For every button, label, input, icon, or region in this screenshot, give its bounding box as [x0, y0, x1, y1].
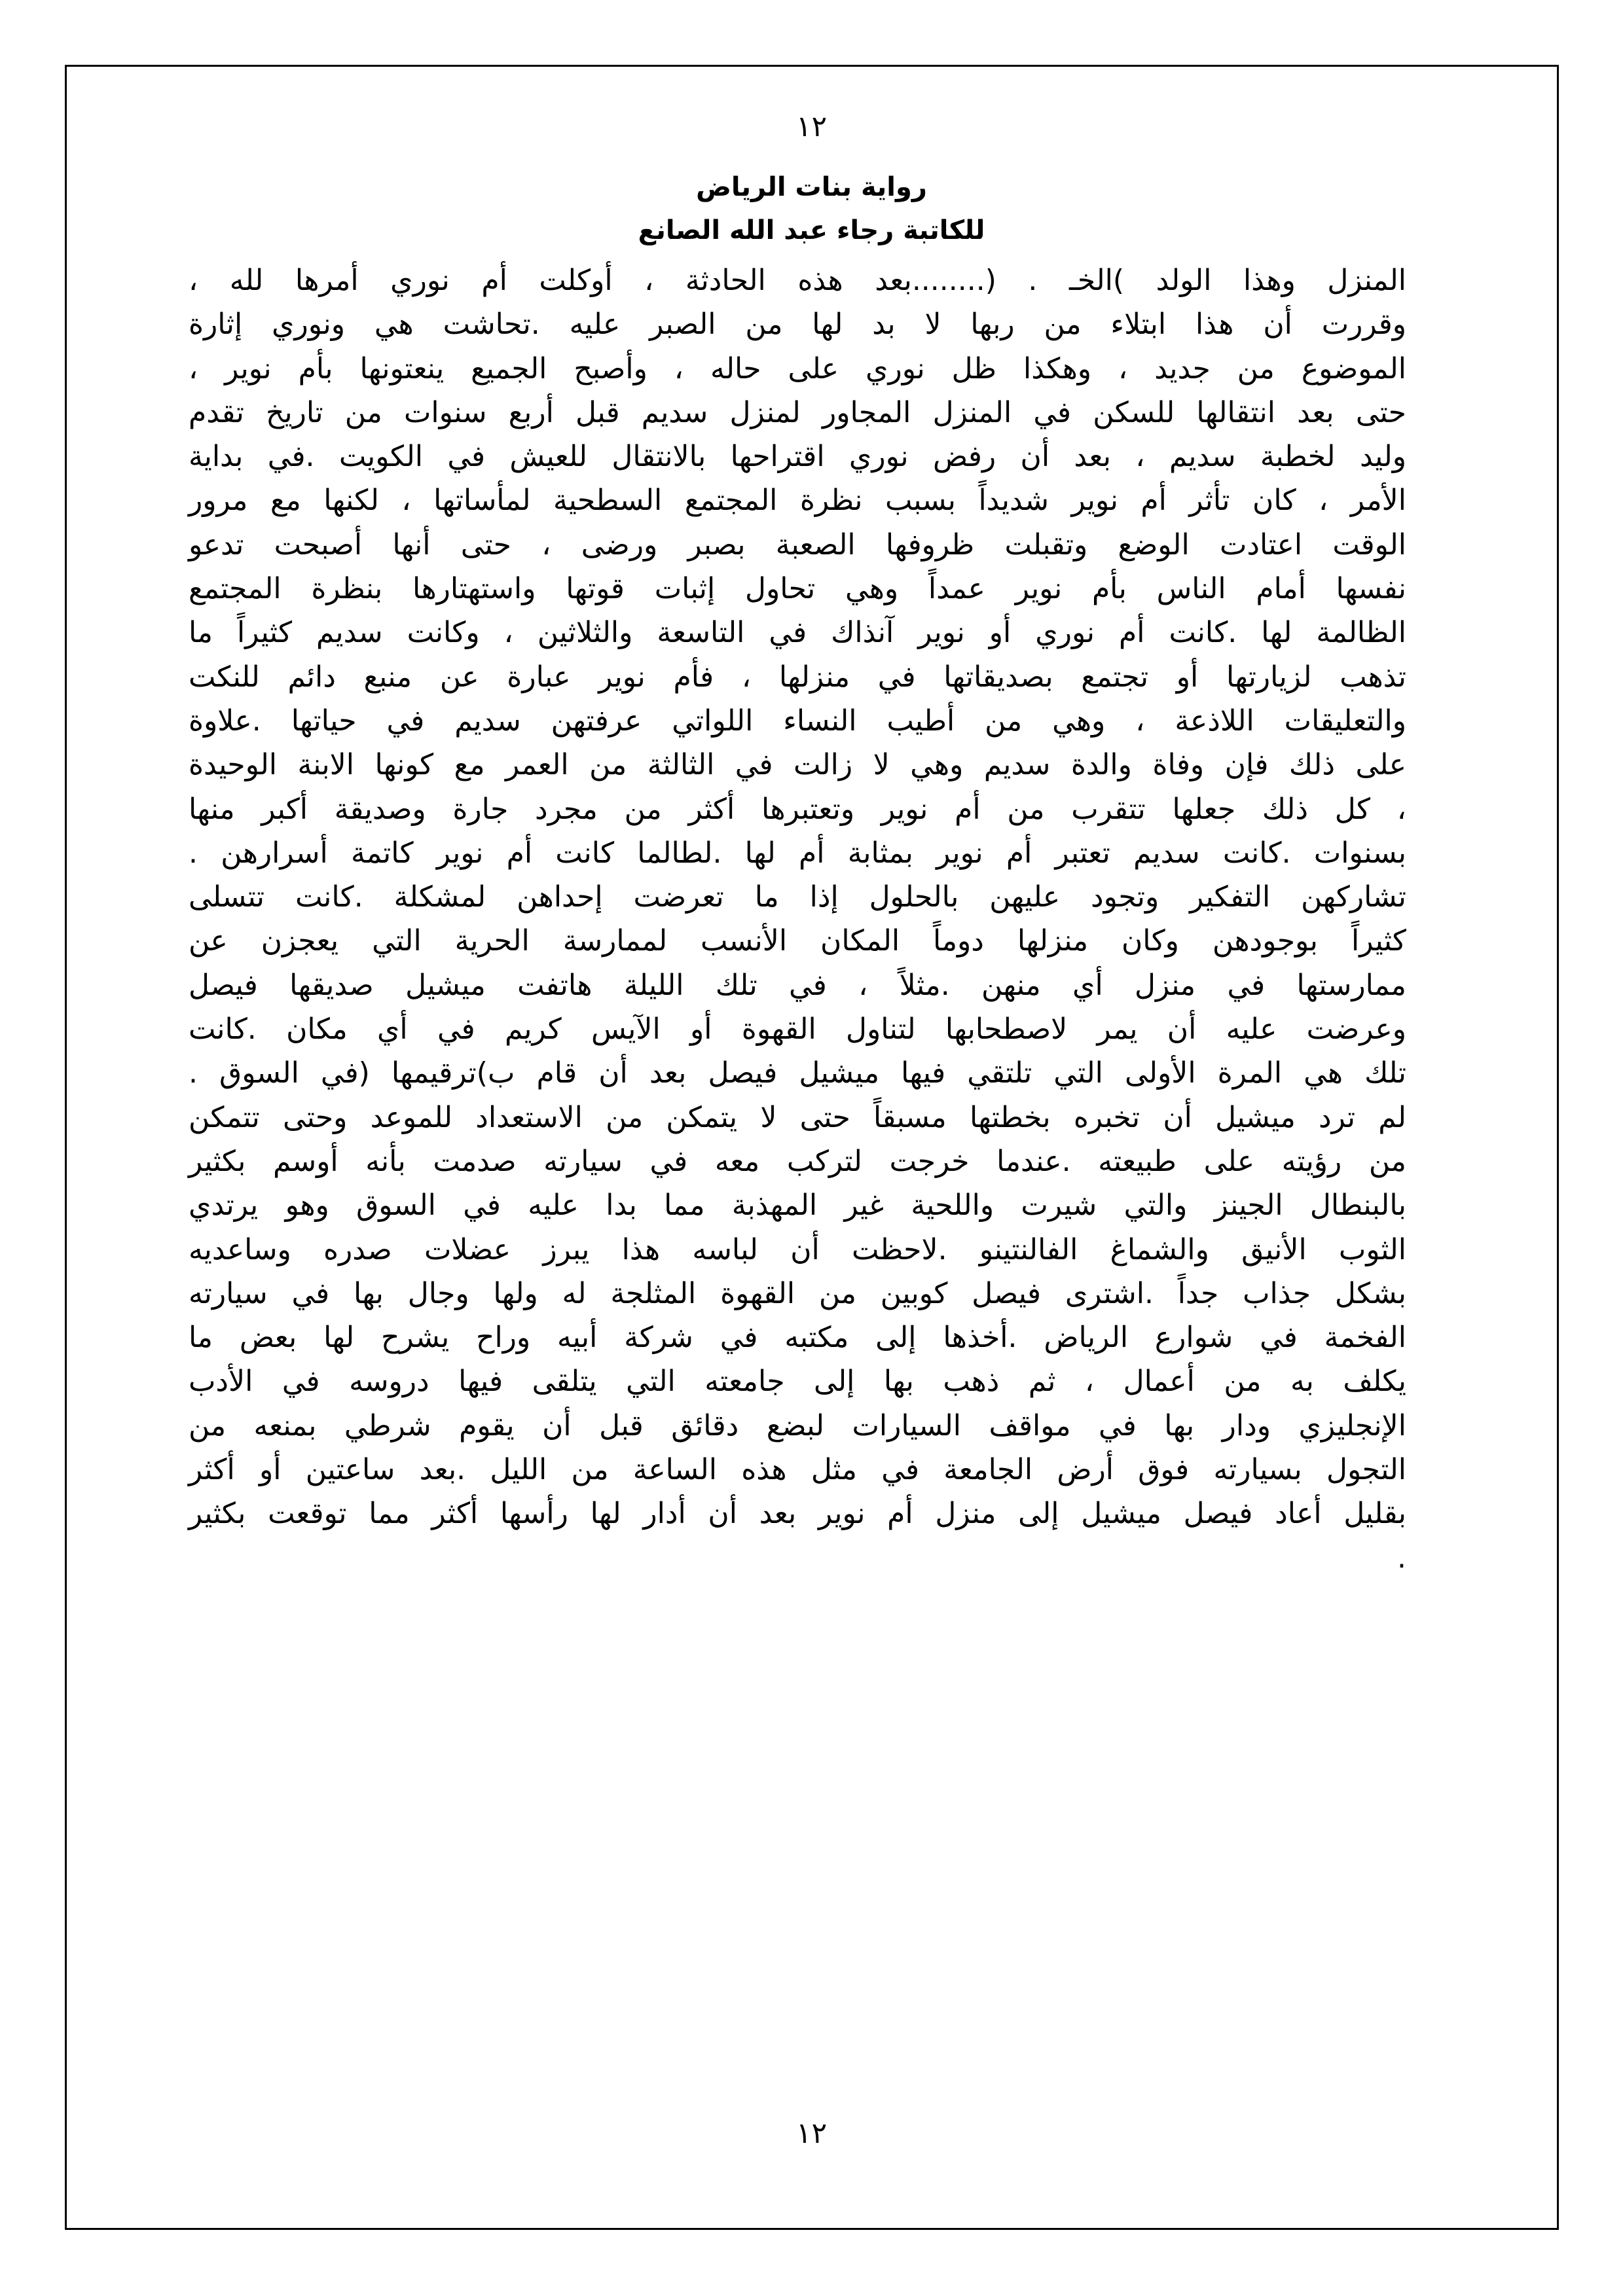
text-line: كثيراً بوجودهن وكان منزلها دوماً المكان الأنسب لممارسة الحرية التي يعجزن عن: [189, 924, 1406, 958]
text-line: من رؤيته على طبيعته .عندما خرجت لتركب معه في سيارته صدمت بأنه أوسم بكثير: [189, 1144, 1406, 1178]
text-line: تلك هي المرة الأولى التي تلتقي فيها ميشيل فيصل بعد أن قام ب)ترقيمها (في السوق .: [189, 1056, 1406, 1090]
text-line: الوقت اعتادت الوضع وتقبلت ظروفها الصعبة بصبر ورضى ، حتى أنها أصبحت تدعو: [189, 528, 1406, 562]
text-line: الموضوع من جديد ، وهكذا ظل نوري على حاله ، وأصبح الجميع ينعتونها بأم نوير ،: [189, 351, 1406, 386]
book-title: رواية بنات الرياض: [696, 172, 927, 202]
text-line: حتى بعد انتقالها للسكن في المنزل المجاور لمنزل سديم قبل أربع سنوات من تاريخ تقدم: [189, 395, 1406, 429]
text-line: التجول بسيارته فوق أرض الجامعة في مثل هذه الساعة من الليل .بعد ساعتين أو أكثر: [189, 1453, 1406, 1487]
text-line: .: [1397, 1541, 1406, 1575]
text-line: ممارستها في منزل أي منهن .مثلاً ، في تلك الليلة هاتفت ميشيل صديقها فيصل: [189, 968, 1406, 1002]
text-line: بشكل جذاب جداً .اشترى فيصل كوبين من القهوة المثلجة له ولها وجال بها في سيارته: [189, 1276, 1406, 1310]
text-line: بقليل أعاد فيصل ميشيل إلى منزل أم نوير بعد أن أدار لها رأسها أكثر مما توقعت بكثير: [189, 1497, 1406, 1531]
text-line: الفخمة في شوارع الرياض .أخذها إلى مكتبه في شركة أبيه وراح يشرح لها بعض ما: [189, 1321, 1406, 1355]
text-line: والتعليقات اللاذعة ، وهي من أطيب النساء اللواتي عرفتهن سديم في حياتها .علاوة: [189, 704, 1406, 738]
text-line: وقررت أن هذا ابتلاء من ربها لا بد لها من الصبر عليه .تحاشت هي ونوري إثارة: [189, 308, 1406, 342]
text-line: ، كل ذلك جعلها تتقرب من أم نوير وتعتبرها أكثر من مجرد جارة وصديقة أكبر منها: [189, 792, 1406, 826]
text-line: المنزل وهذا الولد )الخـ . (........بعد هذه الحادثة ، أوكلت أم نوري أمرها لله ،: [189, 264, 1406, 297]
text-line: تشاركهن التفكير وتجود عليهن بالحلول إذا ما تعرضت إحداهن لمشكلة .كانت تتسلى: [189, 880, 1406, 914]
text-line: على ذلك فإن وفاة والدة سديم وهي لا زالت في الثالثة من العمر مع كونها الابنة الوحيدة: [189, 748, 1406, 782]
text-line: تذهب لزيارتها أو تجتمع بصديقاتها في منزلها ، فأم نوير عبارة عن منبع دائم للنكت: [189, 660, 1406, 694]
text-line: لم ترد ميشيل أن تخبره بخطتها مسبقاً حتى لا يتمكن من الاستعداد للموعد وحتى تتمكن: [189, 1100, 1406, 1134]
text-line: الثوب الأنيق والشماغ الفالنتينو .لاحظت أن لباسه هذا يبرز عضلات صدره وساعديه: [189, 1232, 1406, 1266]
header-page-number: ١٢: [795, 110, 828, 143]
text-line: يكلف به من أعمال ، ثم ذهب بها إلى جامعته التي يتلقى فيها دروسه في الأدب: [189, 1365, 1406, 1399]
text-line: وعرضت عليه أن يمر لاصطحابها لتناول القهوة أو الآيس كريم في أي مكان .كانت: [189, 1013, 1406, 1047]
text-line: الإنجليزي ودار بها في مواقف السيارات لبضع دقائق قبل أن يقوم شرطي بمنعه من: [189, 1408, 1406, 1443]
text-line: الظالمة لها .كانت أم نوري أو نوير آنذاك في التاسعة والثلاثين ، وكانت سديم كثيراً ما: [189, 616, 1406, 650]
text-line: وليد لخطبة سديم ، بعد أن رفض نوري اقتراحها بالانتقال للعيش في الكويت .في بداية: [189, 440, 1406, 474]
text-line: بسنوات .كانت سديم تعتبر أم نوير بمثابة أم لها .لطالما كانت أم نوير كاتمة أسرارهن .: [189, 836, 1406, 870]
text-line: بالبنطال الجينز والتي شيرت واللحية غير المهذبة مما بدا عليه في السوق وهو يرتدي: [189, 1189, 1406, 1223]
text-line: نفسها أمام الناس بأم نوير عمداً وهي تحاول إثبات قوتها واستهتارها بنظرة المجتمع: [189, 572, 1406, 606]
text-line: الأمر ، كان تأثر أم نوير شديداً بسبب نظرة المجتمع السطحية لمأساتها ، لكنها مع مرور: [189, 484, 1406, 518]
footer-page-number: ١٢: [795, 2117, 828, 2150]
body-text: [189, 259, 1406, 1580]
author-line: للكاتبة رجاء عبد الله الصانع: [638, 215, 985, 245]
